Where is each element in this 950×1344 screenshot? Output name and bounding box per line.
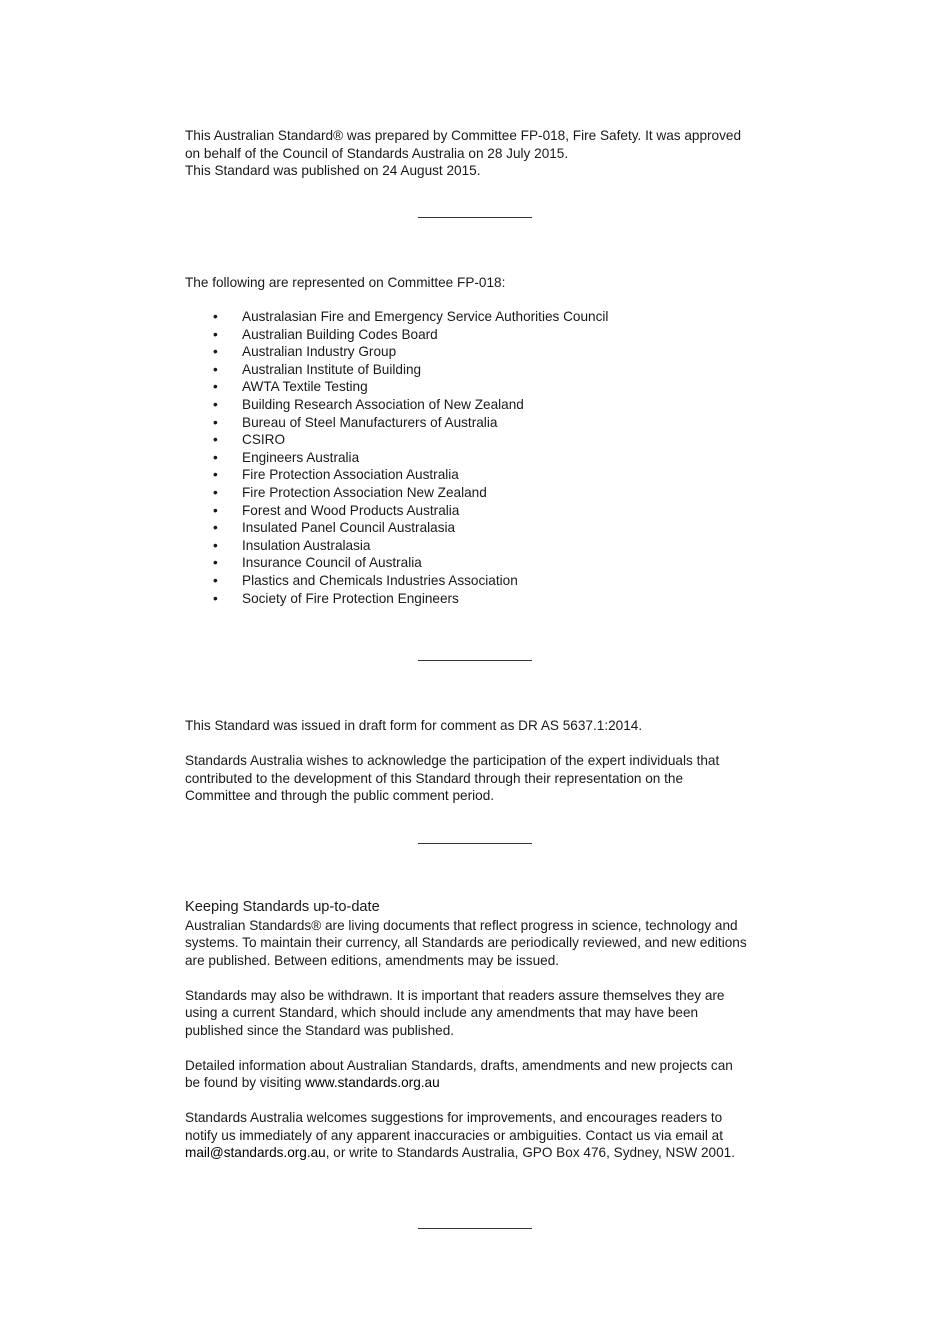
- bullet-icon: •: [213, 344, 218, 360]
- list-item: [185, 590, 775, 608]
- paragraph-line: Australian Standards® are living documents that reflect progress in science, technology and: [185, 917, 738, 933]
- publication-date: This Standard was published on 24 August 2015.: [185, 163, 481, 178]
- section-heading: Keeping Standards up-to-date: [185, 899, 380, 915]
- member-name: Australian Institute of Building: [242, 361, 422, 377]
- member-name: Fire Protection Association New Zealand: [242, 484, 487, 500]
- list-item: [185, 572, 775, 590]
- paragraph-line: systems. To maintain their currency, all Standards are periodically reviewed, and new editions: [185, 935, 747, 950]
- list-item: [185, 414, 775, 432]
- list-item: [185, 449, 775, 467]
- member-name: Bureau of Steel Manufacturers of Australia: [242, 414, 498, 430]
- paragraph-line: notify us immediately of any apparent inaccuracies or ambiguities. Contact us via email at: [185, 1127, 723, 1143]
- list-item: [185, 308, 775, 326]
- paragraph-text: , or write to Standards Australia, GPO Box 476, Sydney, NSW 2001.: [325, 1145, 736, 1160]
- list-item: [185, 502, 775, 520]
- list-item: [185, 466, 775, 484]
- member-name: Fire Protection Association Australia: [242, 467, 459, 483]
- bullet-icon: •: [213, 309, 218, 324]
- member-name: Plastics and Chemicals Industries Association: [242, 572, 518, 588]
- email-link[interactable]: mail@standards.org.au: [185, 1145, 326, 1160]
- list-item: [185, 554, 775, 572]
- member-name: Insulation Australasia: [242, 537, 371, 553]
- paragraph-line: using a current Standard, which should include any amendments that may have been: [185, 1005, 699, 1020]
- paragraph-line: are published. Between editions, amendments may be issued.: [185, 952, 560, 968]
- committee-intro-text: The following are represented on Committee FP-018:: [185, 275, 506, 290]
- acknowledgement-line-2: contributed to the development of this Standard through their representation on the: [185, 770, 684, 786]
- approval-line-2: on behalf of the Council of Standards Australia on 28 July 2015.: [185, 145, 569, 161]
- section-divider: [418, 217, 532, 218]
- list-item: [185, 519, 775, 537]
- draft-statement: [185, 717, 775, 805]
- section-divider: [418, 1228, 532, 1229]
- member-name: Insurance Council of Australia: [242, 555, 422, 571]
- section-divider: [418, 843, 532, 844]
- draft-issued-text: This Standard was issued in draft form for comment as DR AS 5637.1:2014.: [185, 718, 643, 733]
- member-name: Building Research Association of New Zealand: [242, 396, 524, 412]
- bullet-icon: •: [213, 484, 218, 500]
- approval-line-1: This Australian Standard® was prepared by Committee FP-018, Fire Safety. It was approved: [185, 128, 742, 143]
- committee-intro: [185, 274, 775, 292]
- list-item: [185, 361, 775, 379]
- bullet-icon: •: [213, 361, 218, 377]
- paragraph-line: published since the Standard was published.: [185, 1022, 455, 1038]
- member-name: AWTA Textile Testing: [242, 379, 368, 395]
- paragraph-line: Standards may also be withdrawn. It is important that readers assure themselves they are: [185, 987, 725, 1003]
- bullet-icon: •: [213, 449, 218, 465]
- website-link[interactable]: www.standards.org.au: [305, 1075, 440, 1090]
- bullet-icon: •: [213, 396, 218, 412]
- member-name: Australasian Fire and Emergency Service Authorities Council: [242, 309, 609, 324]
- bullet-icon: •: [213, 572, 218, 588]
- bullet-icon: •: [213, 467, 218, 483]
- list-item: [185, 343, 775, 361]
- member-name: Insulated Panel Council Australasia: [242, 520, 456, 536]
- member-name: Forest and Wood Products Australia: [242, 502, 460, 518]
- member-name: Society of Fire Protection Engineers: [242, 590, 459, 606]
- member-name: Australian Industry Group: [242, 344, 397, 360]
- list-item: [185, 484, 775, 502]
- bullet-icon: •: [213, 379, 218, 395]
- keeping-standards-section: [185, 899, 775, 1162]
- paragraph-line: [185, 1074, 775, 1092]
- approval-statement: [185, 127, 775, 180]
- bullet-icon: •: [213, 590, 218, 606]
- bullet-icon: •: [213, 326, 218, 342]
- paragraph-line: [185, 1144, 775, 1162]
- section-divider: [418, 660, 532, 661]
- acknowledgement-line-1: Standards Australia wishes to acknowledge the participation of the expert individuals that: [185, 753, 720, 768]
- paragraph-text: be found by visiting: [185, 1075, 306, 1090]
- acknowledgement-line-3: Committee and through the public comment period.: [185, 788, 495, 803]
- bullet-icon: •: [213, 414, 218, 430]
- member-name: Australian Building Codes Board: [242, 326, 438, 342]
- list-item: [185, 431, 775, 449]
- member-name: CSIRO: [242, 432, 286, 448]
- bullet-icon: •: [213, 555, 218, 571]
- bullet-icon: •: [213, 520, 218, 536]
- list-item: [185, 537, 775, 555]
- paragraph-line: Detailed information about Australian Standards, drafts, amendments and new projects can: [185, 1057, 733, 1073]
- committee-member-list: [185, 308, 775, 607]
- bullet-icon: •: [213, 502, 218, 518]
- bullet-icon: •: [213, 537, 218, 553]
- bullet-icon: •: [213, 432, 218, 448]
- list-item: [185, 378, 775, 396]
- paragraph-line: Standards Australia welcomes suggestions for improvements, and encourages readers to: [185, 1110, 723, 1125]
- list-item: [185, 396, 775, 414]
- member-name: Engineers Australia: [242, 449, 360, 465]
- list-item: [185, 326, 775, 344]
